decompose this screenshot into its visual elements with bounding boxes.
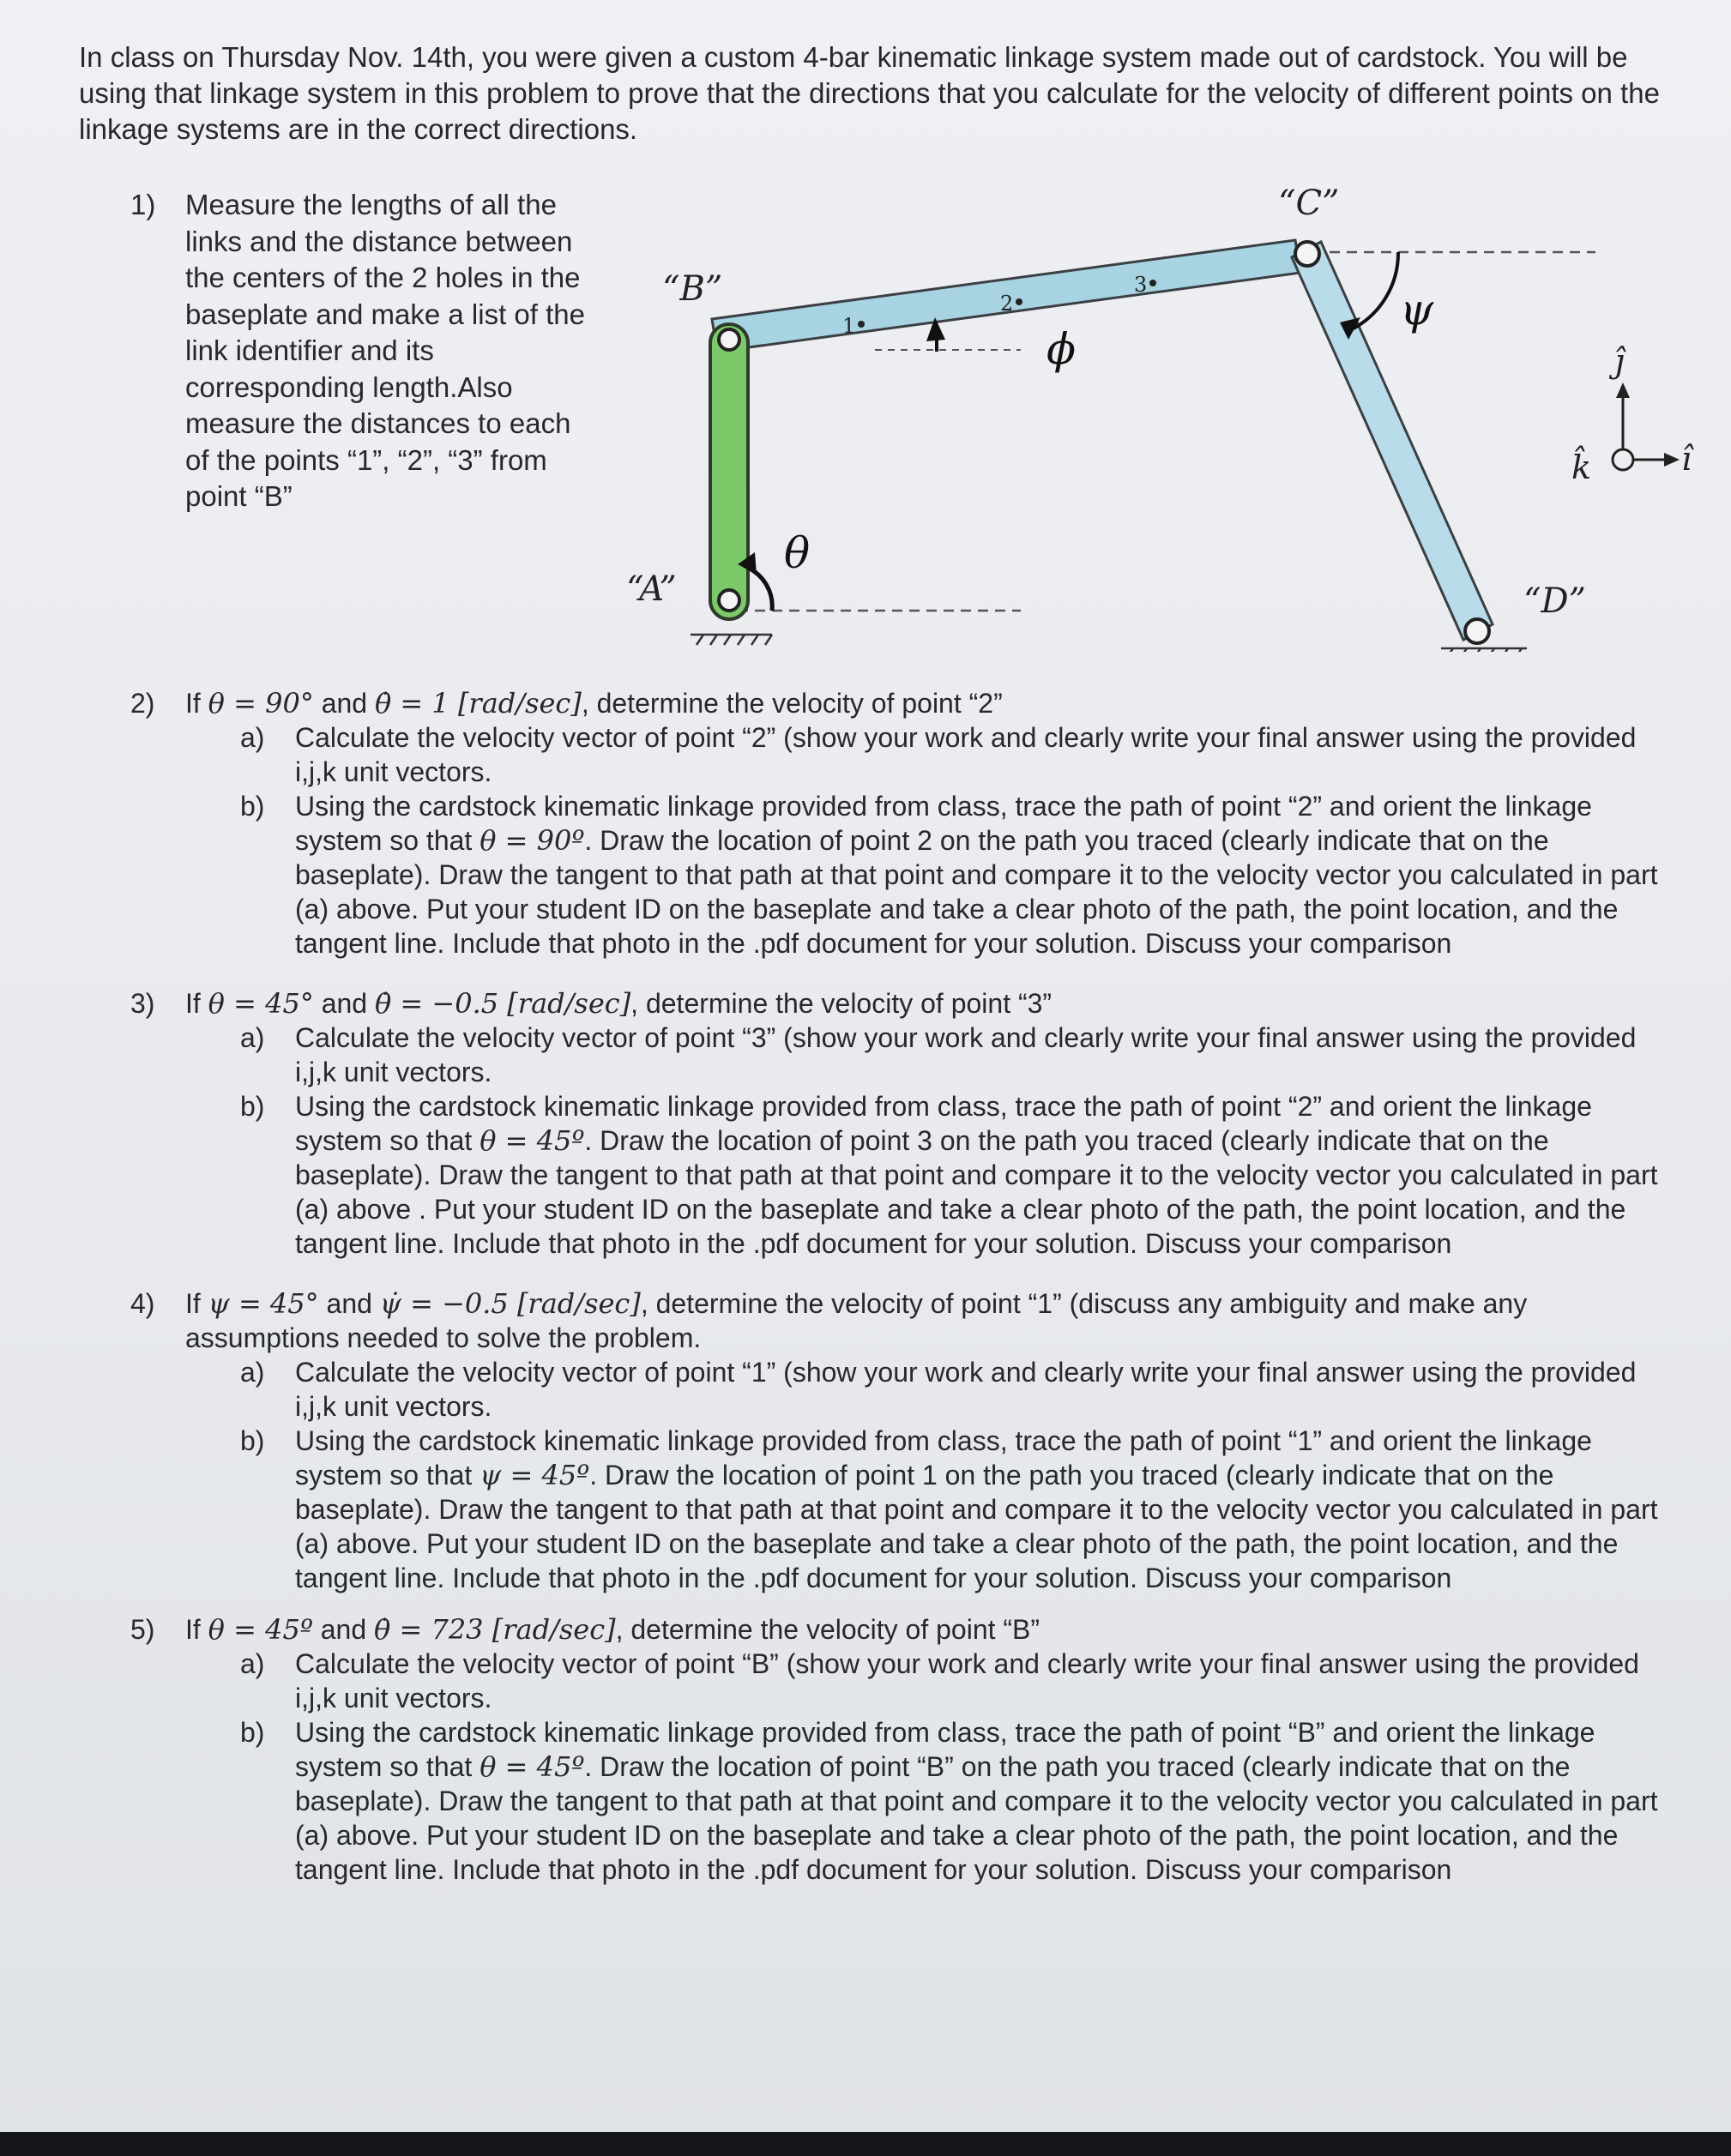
question-4-psi-condition: ψ = 45° (208, 1287, 319, 1320)
question-2-if: If (185, 688, 201, 719)
question-4 (130, 1286, 1666, 1595)
question-2-target: , determine the velocity of point “2” (581, 688, 1003, 719)
question-3a-text: Calculate the velocity vector of point “3” (show your work and clearly write your final answer using the provided i,j,k unit vectors. (295, 1022, 1637, 1087)
question-1-number: 1) (130, 189, 156, 220)
label-b: “B” (662, 269, 723, 309)
bottom-edge (0, 2132, 1731, 2156)
question-1-text: Measure the lengths of all the links and the distance between the centers of the 2 holes in the baseplate and make a list of the link identifier and its corresponding length.Also measure the distances to each of the points “1”, “2”, “3” from point “B” (185, 189, 585, 512)
phi-label: ϕ (1046, 324, 1077, 374)
pivot-d (1465, 619, 1489, 643)
label-a: “A” (626, 569, 677, 609)
question-5-and: and (320, 1614, 367, 1645)
ground-a (691, 635, 772, 645)
question-5-number: 5) (130, 1614, 155, 1645)
question-4b-math: ψ = 45º (479, 1459, 590, 1491)
psi-label: ψ (1400, 285, 1434, 334)
question-4b-text-post: . Draw the location of point 1 on the path you traced (clearly indicate that on the baseplate). Draw the tangent to that path at that point and compare it to the velocity vector you calculated in part (a) above. Put your student ID on the baseplate and take a clear photo of the path, the point location, and the tangent line. Include that photo in the .pdf document for your solution. Discuss your comparison (295, 1460, 1658, 1593)
question-3-theta-dot-condition: θ̇ = −0.5 [rad/sec] (374, 987, 631, 1020)
question-2b-text-post: . Draw the location of point 2 on the path you traced (clearly indicate that on the baseplate). Draw the tangent to that path at that point and compare it to the velocity vector you calculated in part (a) above. Put your student ID on the baseplate and take a clear photo of the path, the point location, and the tangent line. Include that photo in the .pdf document for your solution. Discuss your comparison (295, 825, 1658, 959)
question-3b-math: θ = 45º (479, 1124, 585, 1157)
pivot-c (1295, 242, 1319, 266)
link-cd (1292, 242, 1493, 640)
question-4b-text (295, 1424, 1666, 1595)
question-5a-label: a) (240, 1648, 265, 1679)
question-5-theta-dot-condition: θ̇ = 723 [rad/sec] (374, 1613, 616, 1646)
question-3b-text (295, 1089, 1666, 1261)
question-3a-label: a) (240, 1022, 265, 1053)
question-4-target: , determine the velocity of point “1” (discuss any ambiguity and make any assumptions needed to solve the problem. (185, 1288, 1528, 1353)
axis-triad (1571, 342, 1694, 486)
question-2b-label: b) (240, 791, 265, 822)
ground-d (1441, 648, 1527, 652)
pivot-b (719, 329, 739, 350)
question-5 (130, 1612, 1666, 1887)
question-2a-text: Calculate the velocity vector of point “2” (show your work and clearly write your final answer using the provided i,j,k unit vectors. (295, 722, 1637, 787)
question-3b-text-pre: Using the cardstock kinematic linkage provided from class, trace the path of point “2” and orient the linkage system so that (295, 1091, 1592, 1156)
question-5b-text (295, 1715, 1666, 1887)
question-5a-text: Calculate the velocity vector of point “B” (show your work and clearly write your final answer using the provided i,j,k unit vectors. (295, 1648, 1639, 1713)
point-1-dot (858, 321, 865, 328)
question-5-theta-condition: θ = 45º (208, 1613, 313, 1646)
question-2-theta-condition: θ = 90° (208, 687, 314, 720)
question-5b-label: b) (240, 1717, 265, 1748)
i-axis-arrowhead (1664, 453, 1680, 467)
question-2-theta-dot-condition: θ̇ = 1 [rad/sec] (374, 687, 582, 720)
axis-j-label: ĵ (1614, 342, 1625, 380)
question-5-stem (185, 1612, 1666, 1647)
question-5b-text-post: . Draw the location of point “B” on the path you traced (clearly indicate that on the baseplate). Draw the tangent to that path at that point and compare it to the velocity vector you calculated in part (a) above. Put your student ID on the baseplate and take a clear photo of the path, the point location, and the tangent line. Include that photo in the .pdf document for your solution. Discuss your comparison (295, 1751, 1658, 1885)
link-ab (710, 324, 748, 619)
question-3-stem (185, 986, 1666, 1021)
question-2-stem (185, 686, 1666, 720)
question-2b-math: θ = 90º (479, 824, 585, 857)
question-4b-text-pre: Using the cardstock kinematic linkage provided from class, trace the path of point “1” and orient the linkage system so that (295, 1425, 1592, 1491)
question-2-number: 2) (130, 688, 155, 719)
linkage-figure (618, 172, 1698, 652)
pivot-a (719, 590, 739, 611)
theta-arc (748, 568, 772, 611)
question-3b-label: b) (240, 1091, 265, 1122)
k-axis-out-of-page-icon (1613, 449, 1633, 470)
question-4-psi-dot-condition: ψ̇ = −0.5 [rad/sec] (379, 1287, 641, 1320)
question-4-if: If (185, 1288, 201, 1319)
point-2-dot (1016, 298, 1022, 305)
question-4-number: 4) (130, 1288, 155, 1319)
question-5b-text-pre: Using the cardstock kinematic linkage provided from class, trace the path of point “B” and orient the linkage system so that (295, 1717, 1595, 1782)
question-1 (130, 187, 594, 515)
question-5-target: , determine the velocity of point “B” (615, 1614, 1040, 1645)
axis-k-label: k̂ (1571, 449, 1592, 486)
question-3-number: 3) (130, 988, 155, 1019)
question-4-and: and (326, 1288, 372, 1319)
question-3b-text-post: . Draw the location of point 3 on the path you traced (clearly indicate that on the baseplate). Draw the tangent to that path at that point and compare it to the velocity vector you calculated in part (a) above . Put your student ID on the baseplate and take a clear photo of the path, the point location, and the tangent line. Include that photo in the .pdf document for your solution. Discuss your comparison (295, 1125, 1658, 1259)
intro-paragraph: In class on Thursday Nov. 14th, you were given a custom 4-bar kinematic linkage system made out of cardstock. You will be using that linkage system in this problem to prove that the directions that you calculate for the velocity of different points on the linkage systems are in the correct directions. (79, 41, 1660, 145)
question-3-if: If (185, 988, 201, 1019)
question-2 (130, 686, 1666, 961)
question-4a-text: Calculate the velocity vector of point “1” (show your work and clearly write your final answer using the provided i,j,k unit vectors. (295, 1357, 1637, 1422)
question-5-if: If (185, 1614, 201, 1645)
point-2-label: 2 (1000, 292, 1014, 316)
question-4-stem (185, 1286, 1666, 1355)
question-3-theta-condition: θ = 45° (208, 987, 314, 1020)
label-d: “D” (1523, 581, 1586, 621)
axis-i-label: î (1681, 440, 1692, 478)
question-4b-label: b) (240, 1425, 265, 1456)
question-4a-label: a) (240, 1357, 265, 1388)
point-1-label: 1 (842, 314, 856, 338)
j-axis-arrowhead (1616, 382, 1630, 398)
label-c: “C” (1278, 184, 1340, 223)
question-3 (130, 986, 1666, 1261)
question-3-target: , determine the velocity of point “3” (630, 988, 1052, 1019)
question-2b-text-pre: Using the cardstock kinematic linkage provided from class, trace the path of point “2” and orient the linkage system so that (295, 791, 1592, 856)
question-2b-text (295, 789, 1666, 961)
question-2-and: and (321, 688, 368, 719)
question-5b-math: θ = 45º (479, 1750, 585, 1783)
question-3-and: and (321, 988, 368, 1019)
theta-label: θ (784, 528, 811, 578)
question-2a-label: a) (240, 722, 265, 753)
point-3-dot (1149, 280, 1156, 286)
point-3-label: 3 (1134, 273, 1148, 297)
